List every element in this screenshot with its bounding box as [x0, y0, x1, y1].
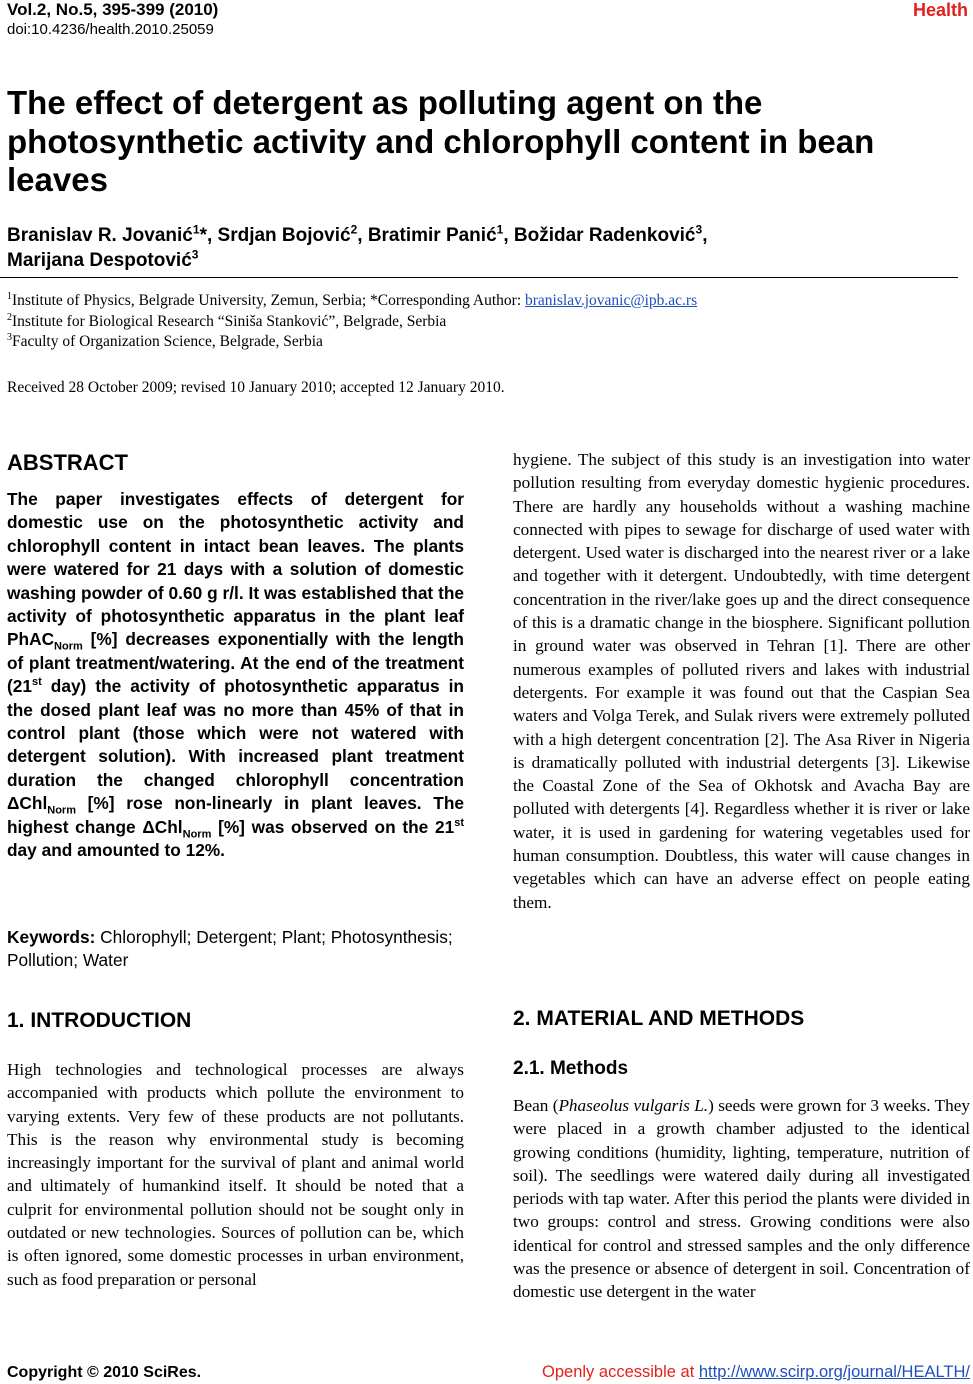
- affiliation-text: Institute for Biological Research “Siniša Stanković”, Belgrade, Serbia: [12, 312, 447, 330]
- methods-text: Bean (Phaseolus vulgaris L.) seeds were grown for 3 weeks. They were placed in a growth chamber adjusted to the identical growing conditions (humidity, lighting, temperature, nutrition of soil). The seedlings were watered daily during all investigated periods with tap water. After this period the plants were divided in two groups: control and stress. Growing conditions were also identical for control and stressed samples and the only difference was the presence or absence of detergent in soil. Concentration of domestic use detergent in the water: [513, 1096, 970, 1302]
- affiliation-number: 3: [7, 331, 12, 343]
- introduction-heading: 1. INTRODUCTION: [7, 1009, 192, 1032]
- affiliation-number: 2: [7, 311, 12, 323]
- author-affiliation-mark: 1: [192, 222, 200, 237]
- author-name: Marijana Despotović: [7, 250, 192, 271]
- methods-subheading: 2.1. Methods: [513, 1058, 629, 1079]
- affiliation-text: Institute of Physics, Belgrade University, Zemun, Serbia; *Corresponding Author:: [12, 292, 526, 309]
- affiliation-item: [7, 312, 957, 333]
- author-name: Branislav R. Jovanić: [7, 225, 193, 246]
- affiliations: [7, 291, 957, 353]
- author-affiliation-mark: 1: [496, 222, 504, 237]
- author-list: Branislav R. Jovanić$^1$*, Srdjan Bojović$^2$, Bratimir Panić$^1$, Božidar Radenković$^3$, Marijana Despotović$^3$: [7, 222, 708, 271]
- affiliation-item: [7, 332, 957, 353]
- species-name: Phaseolus vulgaris L.: [558, 1096, 709, 1115]
- abstract-text: The paper investigates effects of detergent for domestic use on the photosynthetic activity and chlorophyll content in intact bean leaves. The plants were watered for 21 days with a solution of domestic washing powder of 0.60 g r/l. It was established that the activity of photosynthetic apparatus in the plant leaf PhAC$_{Norm}$ [%] decreases exponentially with the length of plant treatment/watering. At the end of the treatment (21st day) the activity of photosynthetic apparatus in the dosed plant leaf was no more than 45% of that in control plant (those which were not watered with detergent solution). With increased plant treatment duration the changed chlorophyll concentration ΔChl$_{Norm}$ [%] rose non-linearly in plant leaves. The highest change ΔChl$_{Norm}$ [%] was observed on the 21st day and amounted to 12%.: [7, 489, 464, 861]
- doi: doi:10.4236/health.2010.25059: [7, 21, 214, 38]
- author-affiliation-mark: 2: [350, 222, 358, 237]
- methods-section-heading: 2. MATERIAL AND METHODS: [513, 1007, 805, 1030]
- keywords-list: Chlorophyll; Detergent; Plant; Photosynthesis; Pollution; Water: [7, 927, 453, 970]
- journal-name: Health: [912, 0, 968, 20]
- journal-url-link[interactable]: http://www.scirp.org/journal/HEALTH/: [698, 1363, 970, 1381]
- keywords: [7, 926, 464, 971]
- copyright: Copyright © 2010 SciRes.: [7, 1364, 202, 1381]
- abstract-heading: ABSTRACT: [7, 450, 128, 475]
- journal-volume: Vol.2, No.5, 395-399 (2010): [7, 0, 219, 19]
- email-link[interactable]: branislav.jovanic@ipb.ac.rs: [525, 292, 698, 309]
- author-name: Srdjan Bojović: [217, 225, 351, 246]
- affiliation-item: [7, 291, 957, 312]
- introduction-continuation: hygiene. The subject of this study is an investigation into water pollution resulting from everyday domestic hygienic procedures. There are hardly any households without a washing machine connected with pipes to sewage for discharge of used water with detergent. Used water is discharged into the nearest river or a lake and together with it detergent. Undoubtedly, with time detergent concentration in the river/lake goes up and the direct consequence of this is a dramatic change in the biosphere. Significant pollution in ground water was observed in Tehran [1]. There are other numerous examples of polluted rivers and lakes with industrial detergents. For example it was found out that the Caspian Sea waters and Volga Terek, and Sulak rivers were extremely polluted with a high detergent concentration [2]. The Asa River in Nigeria is dramatically polluted with industrial detergents [3]. Likewise the Coastal Zone of the Sea of Okhotsk and Avacha Bay are polluted with detergents [4]. Regardless whether it is river or lake water, it is used in gardening for watering vegetables used for human consumption. Doubtless, this water will cause changes in vegetables which can have an adverse effect on people eating them.: [513, 450, 970, 912]
- corresponding-mark: *: [199, 225, 207, 246]
- keywords-label: Keywords:: [7, 927, 96, 947]
- introduction-text: High technologies and technological processes are always accompanied with products which pollute the environment to varying extents. Very few of these products are not pollutants. This is the reason why environmental study is becoming increasingly important for the survival of plant and animal world and ultimately of humankind itself. It should be noted that a culprit for environmental pollution should not be sought only in outdated or new technologies. Sources of pollution can be, which is often ignored, some domestic processes in urban environment, such as food preparation or personal: [7, 1060, 464, 1289]
- author-name: Bratimir Panić: [367, 225, 497, 246]
- paper-title: The effect of detergent as polluting agent on the photosynthetic activity and chlorophyll content in bean leaves: [7, 84, 875, 198]
- received-dates: Received 28 October 2009; revised 10 January 2010; accepted 12 January 2010.: [7, 379, 505, 396]
- affiliation-number: 1: [7, 290, 12, 302]
- author-name: Božidar Radenković: [513, 225, 696, 246]
- header-divider: [0, 277, 958, 278]
- author-affiliation-mark: 3: [695, 222, 703, 237]
- open-access-note: Openly accessible at http://www.scirp.org/journal/HEALTH/: [542, 1363, 970, 1381]
- author-affiliation-mark: 3: [191, 247, 199, 262]
- affiliation-text: Faculty of Organization Science, Belgrade, Serbia: [12, 333, 323, 350]
